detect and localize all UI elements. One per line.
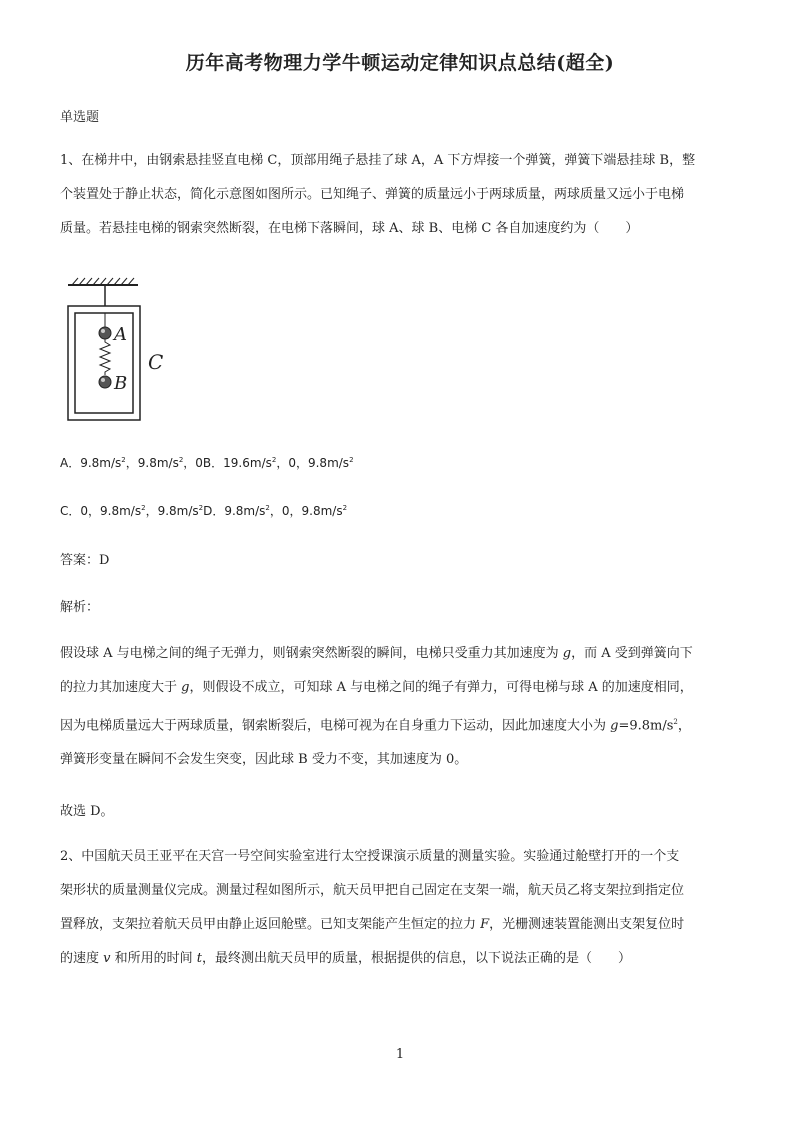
option-text: ，9.8m/s xyxy=(145,504,199,518)
answer-text: 答案：D xyxy=(60,553,110,568)
analysis-line: 因为电梯质量远大于两球质量，钢索断裂后，电梯可视为在自身重力下运动，因此加速度大小为 $g=9.8m/s^2$， xyxy=(60,718,691,734)
question-1-stem xyxy=(60,144,740,246)
label-a: A xyxy=(114,324,127,345)
question-1-line: 个装置处于静止状态，简化示意图如图所示。已知绳子、弹簧的质量远小于两球质量，两球质量又远小于电梯 xyxy=(60,187,685,202)
analysis-line: 弹簧形变量在瞬间不会发生突变，因此球 B 受力不变，其加速度为 0。 xyxy=(60,752,468,768)
document-title: 历年高考物理力学牛顿运动定律知识点总结(超全) xyxy=(185,52,615,74)
option-text: A．9.8m/s xyxy=(60,456,122,470)
label-b: B xyxy=(114,373,128,394)
analysis-body xyxy=(60,637,740,777)
superscript: 2 xyxy=(198,504,204,512)
superscript: 2 xyxy=(178,456,184,464)
label-c: C xyxy=(148,350,164,374)
analysis-line: 假设球 A 与电梯之间的绳子无弹力，则钢索突然断裂的瞬间，电梯只受重力其加速度为 g，而 A 受到弹簧向下 xyxy=(60,646,693,661)
question-2-line: 架形状的质量测量仪完成。测量过程如图所示，航天员甲把自己固定在支架一端，航天员乙将支架拉到指定位 xyxy=(60,883,685,898)
question-2-line: 的速度 v 和所用的时间 t，最终测出航天员甲的质量，根据提供的信息，以下说法正确的是（ ） xyxy=(60,951,632,966)
option-text: ，0B．19.6m/s xyxy=(183,456,272,470)
analysis-label: 解析： xyxy=(60,600,100,615)
superscript: 2 xyxy=(271,456,277,464)
question-2-stem xyxy=(60,840,740,976)
options-line-1 xyxy=(60,454,354,471)
option-text: ，0，9.8m/s xyxy=(276,456,350,470)
analysis-line: 的拉力其加速度大于 g，则假设不成立，可知球 A 与电梯之间的绳子有弹力，可得电梯与球 A 的加速度相同， xyxy=(60,680,693,695)
option-text: ，9.8m/s xyxy=(125,456,179,470)
elevator-diagram xyxy=(66,277,176,422)
superscript: 2 xyxy=(141,504,146,512)
option-text: ，0，9.8m/s xyxy=(269,504,343,518)
question-2-line: 置释放，支架拉着航天员甲由静止返回舱壁。已知支架能产生恒定的拉力 F，光栅测速装置能测出支架复位时 xyxy=(60,917,685,932)
conclusion-text: 故选 D。 xyxy=(60,804,114,819)
option-text: C．0，9.8m/s xyxy=(60,504,142,518)
superscript: 2 xyxy=(349,456,354,464)
options-line-2 xyxy=(60,502,347,519)
superscript: 2 xyxy=(265,504,270,512)
page-number: 1 xyxy=(395,1047,405,1062)
question-1-line: 质量。若悬挂电梯的钢索突然断裂，在电梯下落瞬间，球 A、球 B、电梯 C 各自加速度约为（ ） xyxy=(60,221,639,236)
superscript: 2 xyxy=(342,504,348,512)
question-1-line: 1、在梯井中，由钢索悬挂竖直电梯 C，顶部用绳子悬挂了球 A，A 下方焊接一个弹簧，弹簧下端悬挂球 B，整 xyxy=(60,153,696,168)
option-text: D．9.8m/s xyxy=(203,504,266,518)
question-2-line: 2、中国航天员王亚平在天宫一号空间实验室进行太空授课演示质量的测量实验。实验通过舱壁打开的一个支 xyxy=(60,849,680,864)
section-heading: 单选题 xyxy=(60,110,100,125)
superscript: 2 xyxy=(121,456,126,464)
